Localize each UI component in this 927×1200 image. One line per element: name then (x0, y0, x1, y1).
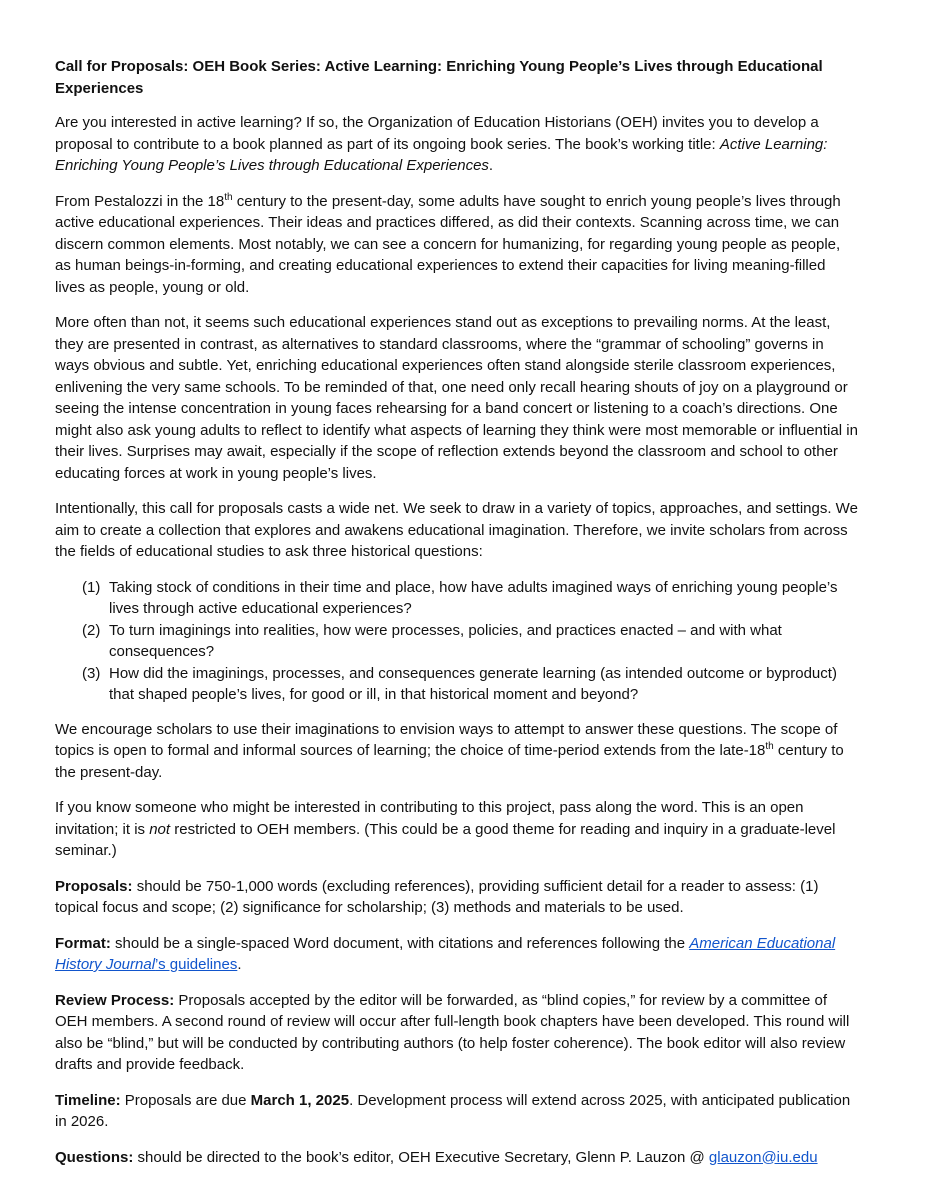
review-paragraph (55, 990, 859, 1076)
wide-net-paragraph: Intentionally, this call for proposals casts a wide net. We seek to draw in a variety of topics, approaches, and settings. We aim to create a collection that explores and awakens educational imagination. Therefore, we invite scholars from across the fields of educational studies to ask three historical questions: (55, 500, 858, 560)
proposals-paragraph (55, 876, 859, 919)
guidelines-text: ’s guidelines (155, 956, 238, 973)
review-label: Review Process: (55, 991, 175, 1009)
emphasis-not: not (149, 820, 171, 838)
editor-email-link[interactable]: glauzon@iu.edu (708, 1148, 818, 1166)
format-label: Format: (55, 934, 111, 952)
proposals-label: Proposals: (55, 877, 133, 895)
list-item-text: How did the imaginings, processes, and consequences generate learning (as intended outcome or byproduct) that shaped people’s lives, for good or ill, in that historical moment and beyond? (109, 664, 837, 703)
invitation-text-rest: restricted to OEH members. (This could be a good theme for reading and inquiry in a graduate-level seminar.) (55, 820, 836, 859)
invitation-text-start: If you know someone who might be interested in contributing to this project, pass along the word. This is an open invitation; it is (55, 799, 804, 838)
norms-paragraph: More often than not, it seems such educational experiences stand out as exceptions to prevailing norms. At the least, they are presented in contrast, as alternatives to standard classrooms, where the “grammar of schooling” governs in ways obvious and subtle. Yet, enriching educational experiences often stand alongside sterile classroom experiences, enlivening the very same schools. To be reminded of that, one need only recall hearing shouts of joy on a playground or seeing the intense concentration in young faces rehearsing for a band concert or listening to a coach’s directions. One might also ask young adults to reflect to identify what aspects of learning they think were most memorable or influential in their lives. Surprises may await, especially if the scope of reflection extends beyond the classroom and school to other educating forces at work in young people’s lives. (55, 314, 858, 482)
list-number: (1) (82, 578, 101, 596)
review-text: Proposals accepted by the editor will be forwarded, as “blind copies,” for review by a committee of OEH members. A second round of review will occur after full-length book chapters have been developed. This round will also be “blind,” but will be conducted by contributing authors (to help foster coherence). The book editor will also review drafts and provide feedback. (55, 991, 850, 1073)
list-number: (2) (82, 621, 101, 639)
encourage-text-rest: century to the present-day. (55, 742, 844, 781)
list-item (82, 620, 859, 663)
history-text-rest: century to the present-day, some adults have sought to enrich young people’s lives through active educational experiences. Their ideas and practices differed, as did their contexts. Scanning across time, we can discern common elements. Most notably, we can see a concern for humanizing, for regarding young people as people, as human beings-in-forming, and creating educational experiences to extend their capacities for living meaning-filled lives as people, young or old. (55, 192, 841, 296)
timeline-paragraph (55, 1090, 859, 1133)
questions-text: should be directed to the book’s editor, OEH Executive Secretary, Glenn P. Lauzon @ (133, 1148, 709, 1166)
intro-end: . (488, 157, 494, 174)
list-item (82, 663, 859, 706)
history-paragraph (55, 191, 859, 299)
list-number: (3) (82, 664, 101, 682)
historical-questions-list (55, 577, 859, 706)
list-item (82, 577, 859, 620)
encourage-paragraph (55, 719, 859, 784)
format-end: . (237, 956, 242, 973)
proposals-text: should be 750-1,000 words (excluding references), providing sufficient detail for a reader to assess: (1) topical focus and scope; (2) significance for scholarship; (3) methods and materials to be used. (55, 877, 819, 916)
questions-label: Questions: (55, 1148, 134, 1166)
invitation-paragraph (55, 797, 859, 862)
timeline-text-rest: . Development process will extend across 2025, with anticipated publication in 2026. (55, 1091, 851, 1130)
ordinal-superscript: th (765, 741, 774, 752)
list-item-text: Taking stock of conditions in their time and place, how have adults imagined ways of enriching young people’s lives through active educational experiences? (109, 578, 838, 617)
intro-paragraph (55, 112, 859, 177)
book-working-title: Active Learning: Enriching Young People’s Lives through Educational Experiences (55, 135, 828, 174)
ordinal-superscript: th (224, 191, 233, 203)
history-text-start: From Pestalozzi in the 18 (55, 192, 225, 210)
format-paragraph (55, 933, 859, 976)
document-title: Call for Proposals: OEH Book Series: Active Learning: Enriching Young People’s Lives through Educational Experiences (55, 58, 823, 97)
format-text: should be a single-spaced Word document, with citations and references following the (110, 934, 690, 952)
journal-name: American Educational History Journal (55, 934, 836, 973)
intro-text: Are you interested in active learning? If so, the Organization of Education Historians (OEH) invites you to develop a proposal to contribute to a book planned as part of its ongoing book series. The book’s working title: (55, 114, 819, 153)
encourage-text-start: We encourage scholars to use their imaginations to envision ways to attempt to answer these questions. The scope of topics is open to formal and informal sources of learning; the choice of time-period extends from the late-18 (55, 720, 838, 759)
timeline-text-start: Proposals are due (120, 1091, 251, 1109)
due-date: March 1, 2025 (250, 1091, 350, 1109)
timeline-label: Timeline: (55, 1091, 121, 1109)
questions-contact-paragraph (55, 1147, 859, 1169)
list-item-text: To turn imaginings into realities, how were processes, policies, and practices enacted – and with what consequences? (109, 621, 782, 660)
